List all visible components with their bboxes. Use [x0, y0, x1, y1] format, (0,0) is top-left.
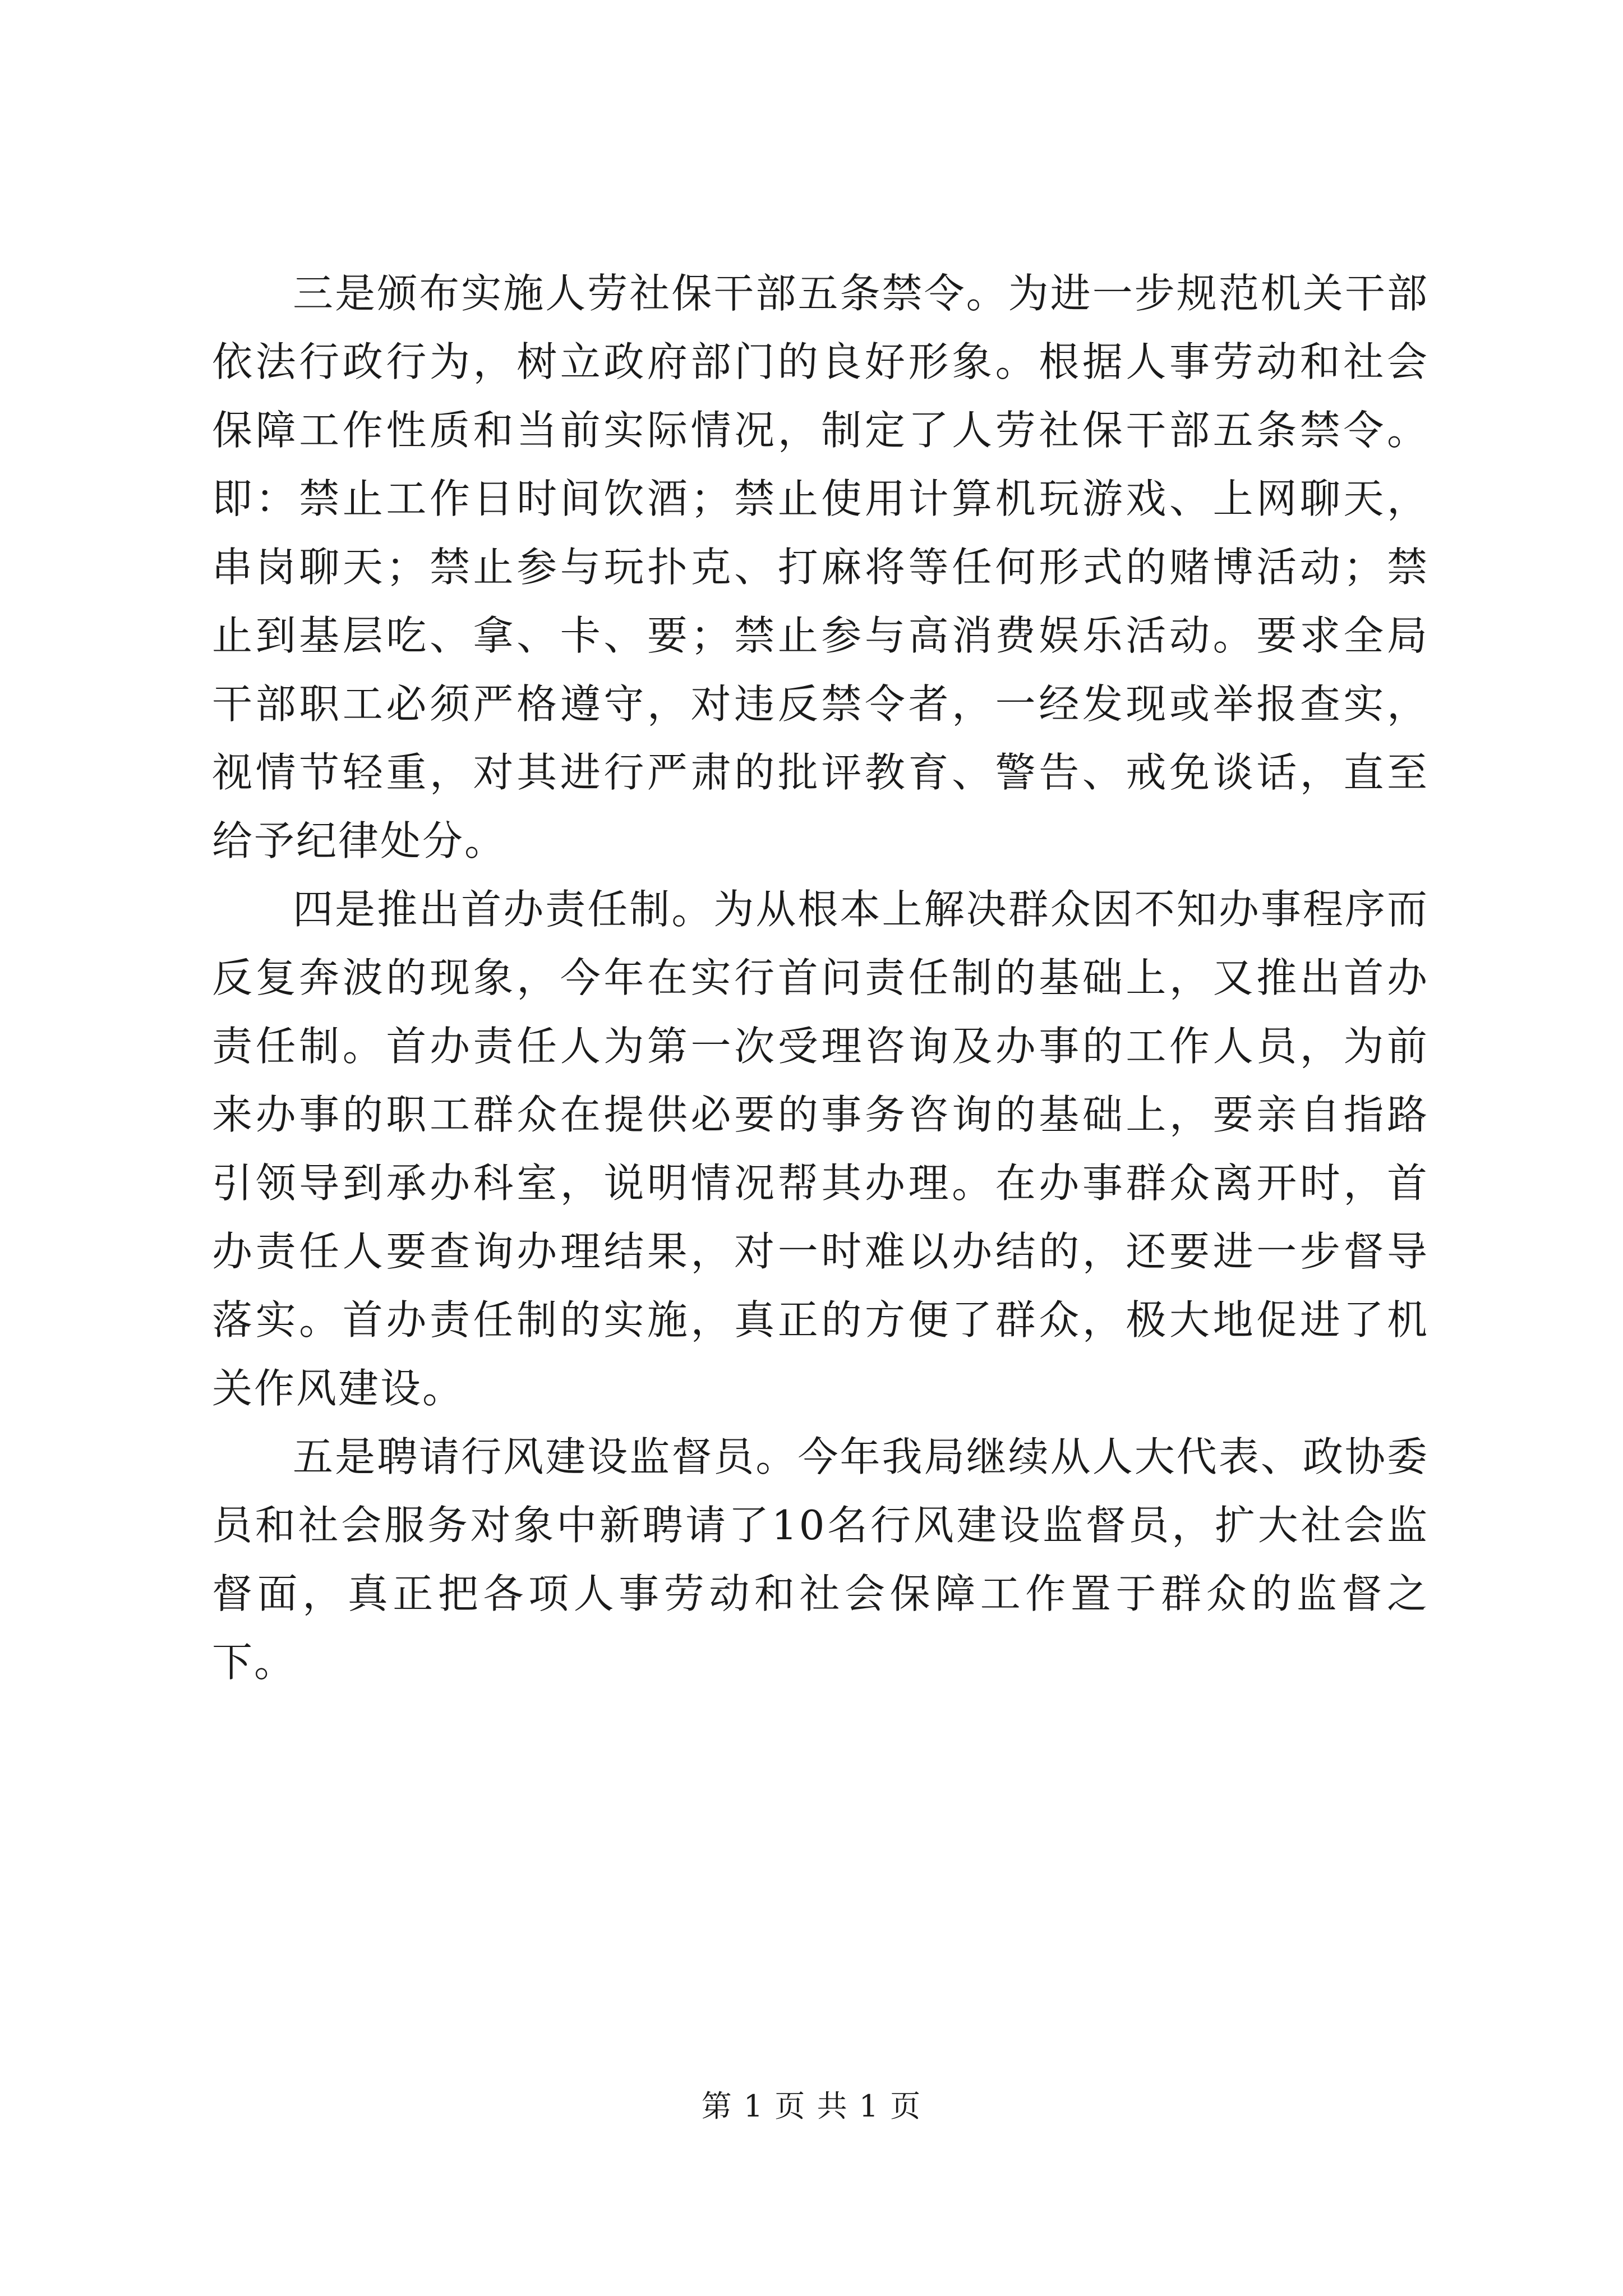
paragraph-supervisors: 五是聘请行风建设监督员。今年我局继续从人大代表、政协委员和社会服务对象中新聘请了10名行风建设监督员，扩大社会监督面，真正把各项人事劳动和社会保障工作置于群众的监督之下。	[212, 1433, 1429, 1686]
page-footer: 第 1 页 共 1 页	[701, 2088, 922, 2124]
document-body	[212, 259, 1429, 1696]
paragraph-first-handling-responsibility: 四是推出首办责任制。为从根本上解决群众因不知办事程序而反复奔波的现象，今年在实行首问责任制的基础上，又推出首办责任制。首办责任人为第一次受理咨询及办事的工作人员，为前来办事的职工群众在提供必要的事务咨询的基础上，要亲自指路引领导到承办科室，说明情况帮其办理。在办事群众离开时，首办责任人要查询办理结果，对一时难以办结的，还要进一步督导落实。首办责任制的实施，真正的方便了群众，极大地促进了机关作风建设。	[212, 886, 1429, 1412]
paragraph-ban-rules: 三是颁布实施人劳社保干部五条禁令。为进一步规范机关干部依法行政行为，树立政府部门的良好形象。根据人事劳动和社会保障工作性质和当前实际情况，制定了人劳社保干部五条禁令。即：禁止工作日时间饮酒；禁止使用计算机玩游戏、上网聊天，串岗聊天；禁止参与玩扑克、打麻将等任何形式的赌博活动；禁止到基层吃、拿、卡、要；禁止参与高消费娱乐活动。要求全局干部职工必须严格遵守，对违反禁令者，一经发现或举报查实，视情节轻重，对其进行严肃的批评教育、警告、戒免谈话，直至给予纪律处分。	[212, 270, 1429, 864]
